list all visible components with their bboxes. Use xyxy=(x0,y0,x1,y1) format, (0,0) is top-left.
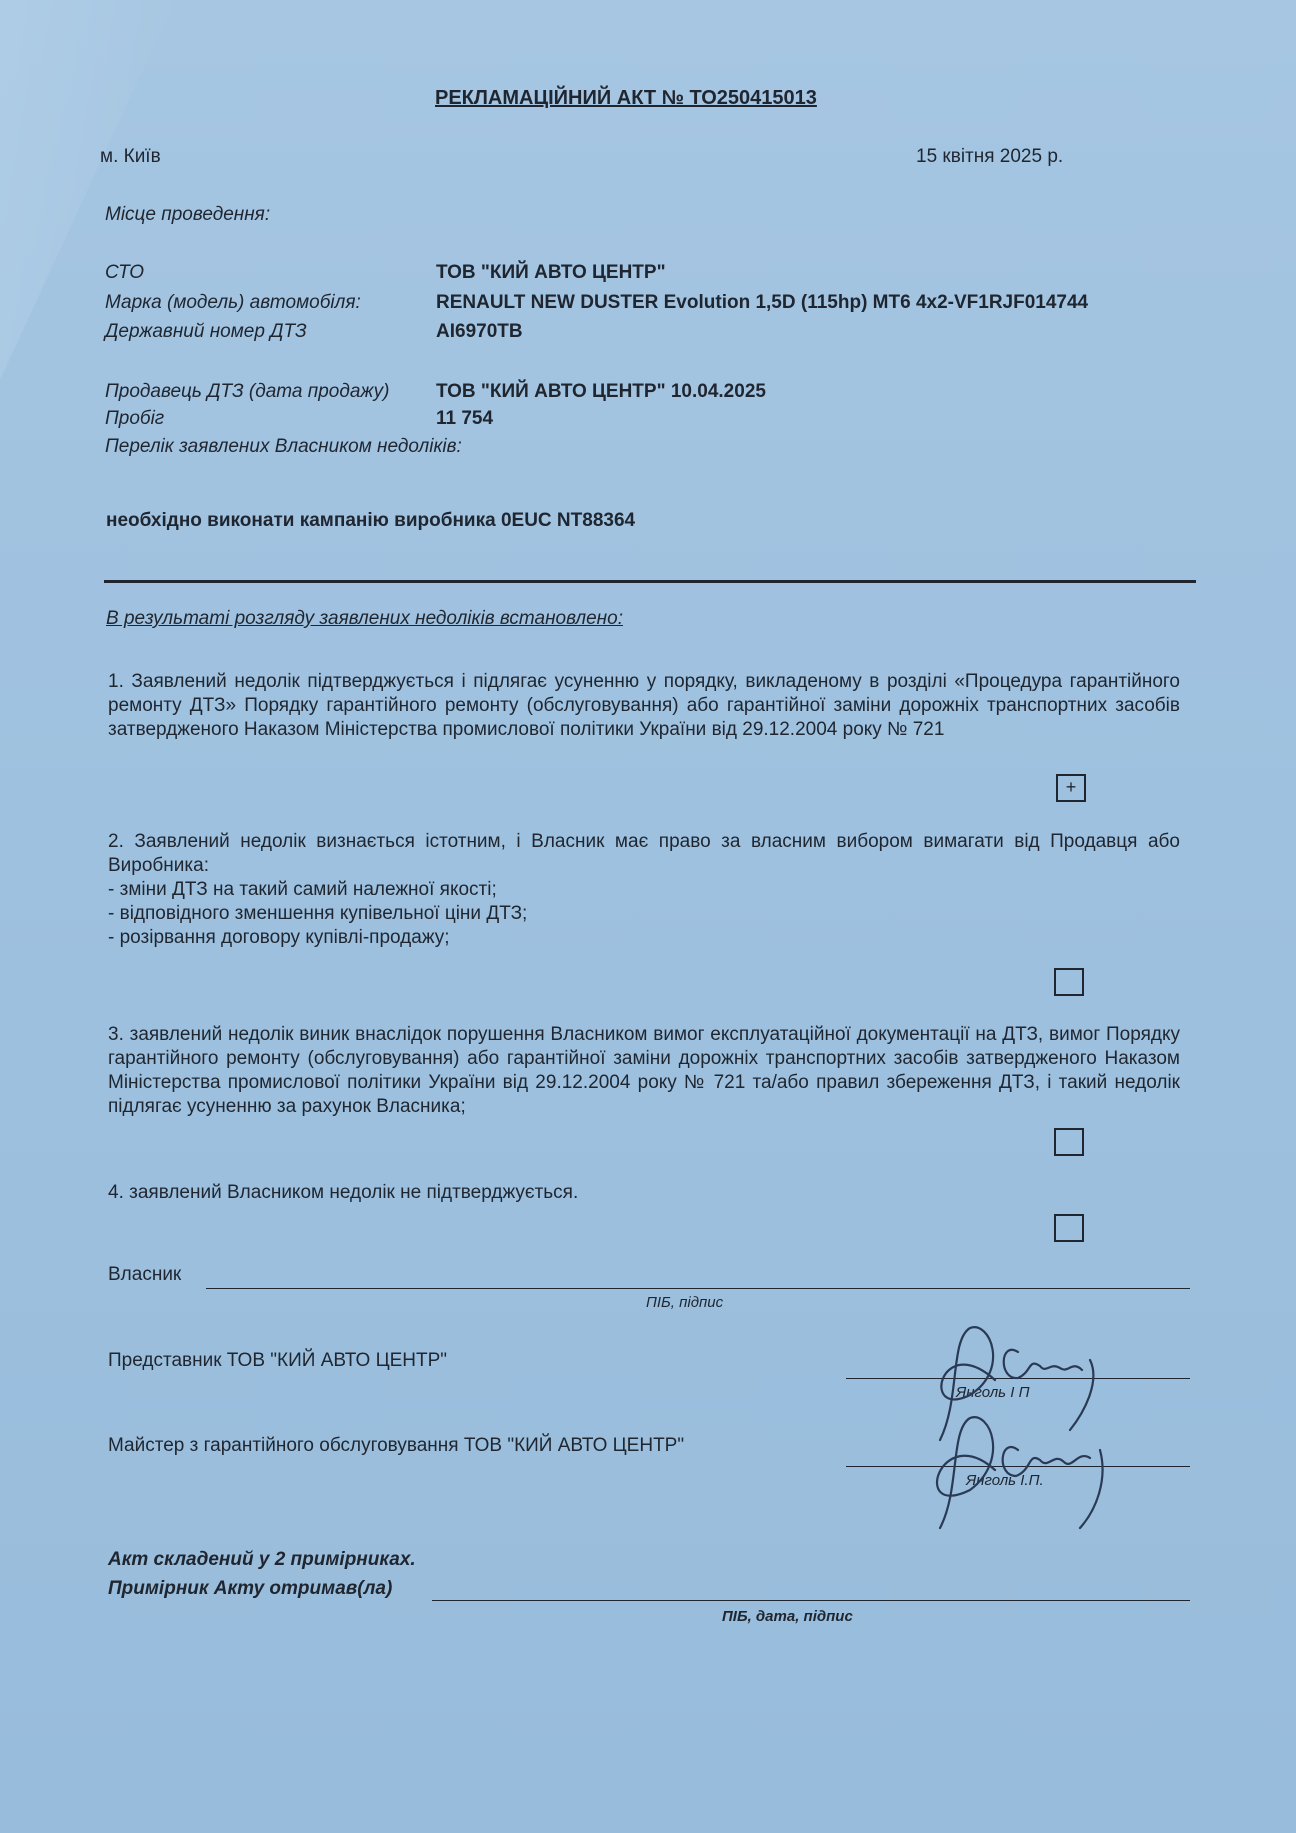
sto-label: СТО xyxy=(105,262,145,283)
master-caption: Янголь І.П. xyxy=(966,1472,1044,1489)
owner-caption: ПІБ, підпис xyxy=(646,1294,724,1311)
footer-signature-line[interactable] xyxy=(432,1600,1190,1601)
item-3-checkbox[interactable] xyxy=(1054,1128,1084,1156)
city: м. Київ xyxy=(100,146,161,167)
owner-signature-line[interactable] xyxy=(206,1288,1190,1289)
item-4-text: 4. заявлений Власником недолік не підтверджується. xyxy=(108,1182,579,1203)
footer-copies: Акт складений у 2 примірниках. xyxy=(108,1549,416,1570)
defects-label: Перелік заявлених Власником недоліків: xyxy=(105,436,462,457)
item-2-option-3: - розірвання договору купівлі-продажу; xyxy=(108,927,450,948)
footer-received: Примірник Акту отримав(ла) xyxy=(108,1578,393,1599)
handwritten-signature-icon xyxy=(900,1300,1150,1530)
seller-value: ТОВ "КИЙ АВТО ЦЕНТР" 10.04.2025 xyxy=(436,381,766,402)
act-title: РЕКЛАМАЦІЙНИЙ АКТ № ТО250415013 xyxy=(435,87,817,109)
plate-value: АІ6970ТВ xyxy=(436,321,523,342)
result-heading: В результаті розгляду заявлених недоліків встановлено: xyxy=(106,608,623,629)
item-4-checkbox[interactable] xyxy=(1054,1214,1084,1242)
item-4 xyxy=(108,1181,1180,1205)
footer-caption: ПІБ, дата, підпис xyxy=(722,1608,853,1625)
item-2-text: 2. Заявлений недолік визнається істотним, і Власник має право за власним вибором вимагати від Продавця або Виробника: xyxy=(108,831,1180,876)
representative-label: Представник ТОВ "КИЙ АВТО ЦЕНТР" xyxy=(108,1350,448,1371)
mileage-value: 11 754 xyxy=(436,408,494,429)
item-3 xyxy=(108,1023,1180,1119)
defect-underline xyxy=(104,580,1196,583)
item-1 xyxy=(108,670,1180,742)
defect-text: необхідно виконати кампанію виробника 0EUC NT88364 xyxy=(106,510,636,531)
car-model-value: RENAULT NEW DUSTER Evolution 1,5D (115hp) MT6 4x2-VF1RJF014744 xyxy=(436,292,1089,313)
car-model-label: Марка (модель) автомобіля: xyxy=(105,292,361,313)
representative-caption: Янголь І П xyxy=(956,1384,1030,1401)
master-label: Майстер з гарантійного обслуговування ТОВ "КИЙ АВТО ЦЕНТР" xyxy=(108,1435,685,1456)
item-2 xyxy=(108,830,1180,950)
item-1-checkbox[interactable]: + xyxy=(1056,774,1086,802)
place-label: Місце проведення: xyxy=(105,204,271,225)
seller-label: Продавець ДТЗ (дата продажу) xyxy=(105,381,390,402)
owner-label: Власник xyxy=(108,1264,182,1285)
mileage-label: Пробіг xyxy=(105,408,165,429)
plate-label: Державний номер ДТЗ xyxy=(105,321,307,342)
item-2-checkbox[interactable] xyxy=(1054,968,1084,996)
item-3-text: 3. заявлений недолік виник внаслідок порушення Власником вимог експлуатаційної документації на ДТЗ, вимог Порядку гарантійного ремонту (обслуговування) або гарантійної заміни дорожніх транспортних засобів затвердженого Наказом Міністерства промислової політики України від 29.12.2004 року № 721 та/або правил збереження ДТЗ, і такий недолік підлягає усуненню за рахунок Власника; xyxy=(108,1024,1180,1117)
item-2-option-2: - відповідного зменшення купівельної ціни ДТЗ; xyxy=(108,903,528,924)
item-2-option-1: - зміни ДТЗ на такий самий належної якості; xyxy=(108,879,497,900)
sto-value: ТОВ "КИЙ АВТО ЦЕНТР" xyxy=(436,262,666,283)
act-date: 15 квітня 2025 р. xyxy=(916,146,1064,167)
item-1-text: 1. Заявлений недолік підтверджується і підлягає усуненню у порядку, викладеному в розділі «Процедура гарантійного ремонту ДТЗ» Порядку гарантійного ремонту (обслуговування) або гарантійної заміни дорожніх транспортних засобів затвердженого Наказом Міністерства промислової політики України від 29.12.2004 року № 721 xyxy=(108,671,1180,740)
